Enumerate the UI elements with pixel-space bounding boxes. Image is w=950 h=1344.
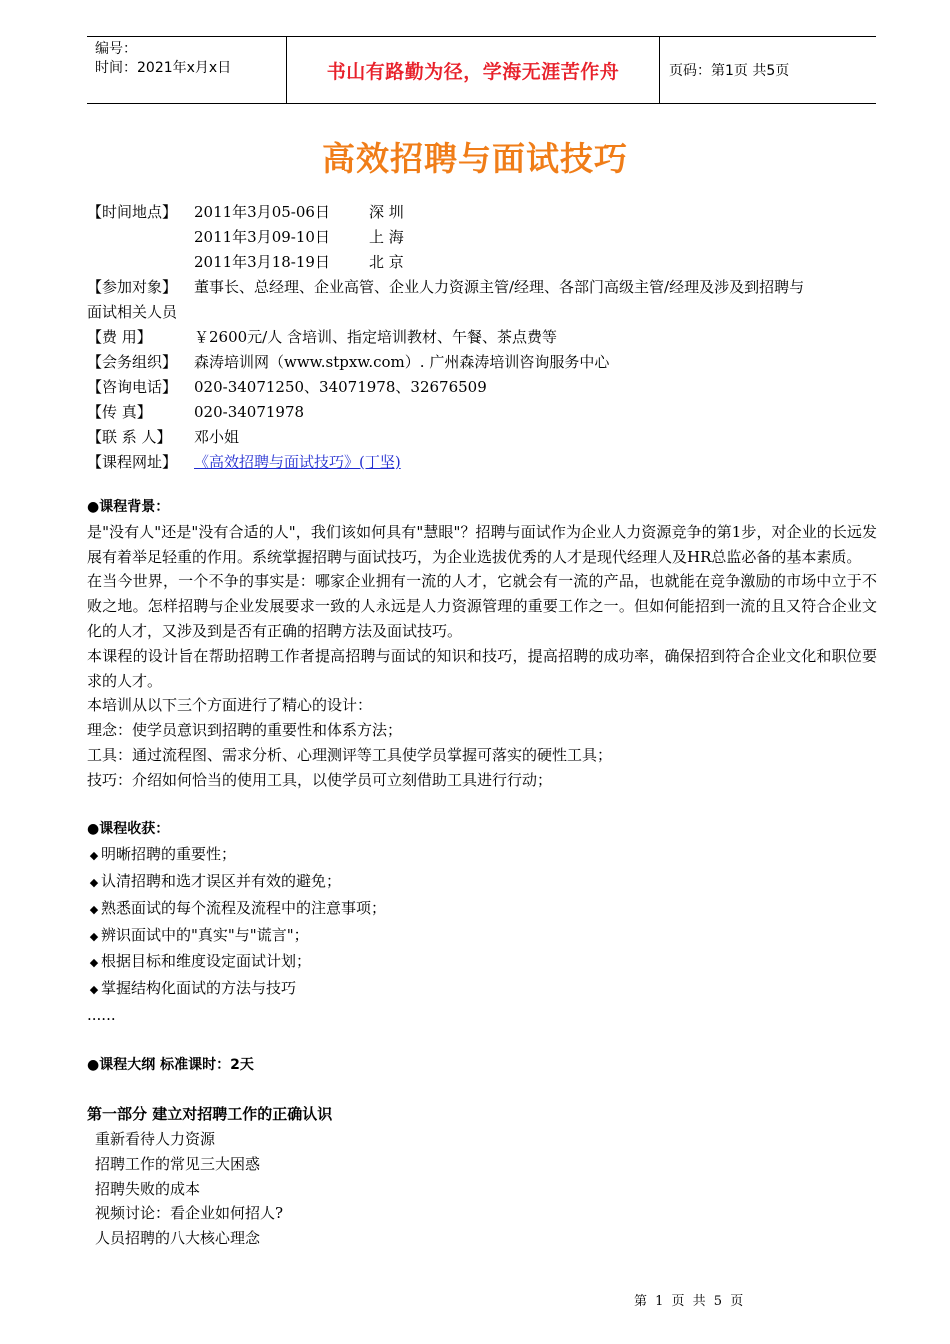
session-date: 2011年3月18-19日 [194,253,330,271]
list-item: ◆ 辨识面试中的"真实"与"谎言"； [87,923,877,950]
diamond-bullet-icon: ◆ [89,849,99,863]
header-motto: 书山有路勤为径，学海无涯苦作舟 [326,60,620,83]
gains-heading: ●课程收获： [87,821,170,838]
background-paragraph: 工具：通过流程图、需求分析、心理测评等工具使学员掌握可落实的硬性工具； [87,745,613,764]
document-body [87,200,877,1251]
course-link[interactable]: 《高效招聘与面试技巧》(丁坚) [194,453,401,471]
diamond-bullet-icon: ◆ [89,956,99,970]
header-motto-cell [287,37,660,103]
page-footer: 第 1 页 共 5 页 [634,1294,744,1309]
session-city: 深 圳 [369,203,404,221]
outline-item: 招聘失败的成本 [95,1179,201,1198]
info-session [87,225,877,250]
header-meta [87,37,287,103]
info-label: 【时间地点】 [87,203,178,221]
info-value: ￥2600元/人 含培训、指定培训教材、午餐、茶点费等 [194,328,557,346]
session-city: 北 京 [369,253,404,271]
info-organizer [87,350,877,375]
info-value: 森涛培训网（www.stpxw.com）. 广州森涛培训咨询服务中心 [194,353,610,371]
session-date: 2011年3月09-10日 [194,228,330,246]
background-paragraph: 技巧：介绍如何恰当的使用工具，以使学员可立刻借助工具进行行动； [87,770,553,789]
list-item: ◆ 根据目标和维度设定面试计划； [87,949,877,976]
outline-part-title: 第一部分 建立对招聘工作的正确认识 [87,1105,333,1124]
info-session [87,250,877,275]
header-page-info: 页码：第1页 共5页 [669,63,790,79]
outline-item: 重新看待人力资源 [95,1129,216,1148]
info-value: 邓小姐 [194,428,240,446]
info-course-url [87,450,877,475]
outline-item: 招聘工作的常见三大困惑 [95,1154,261,1173]
page-header [87,36,876,104]
list-item: ◆ 明晰招聘的重要性； [87,842,877,869]
list-item: ◆ 熟悉面试的每个流程及流程中的注意事项； [87,896,877,923]
info-value [194,200,877,225]
info-value: 董事长、总经理、企业高管、企业人力资源主管/经理、各部门高级主管/经理及涉及到招聘与 [194,278,805,296]
diamond-bullet-icon: ◆ [89,902,99,916]
info-audience-cont: 面试相关人员 [87,303,178,321]
info-label: 【传 真】 [87,403,152,421]
info-value: 020-34071978 [194,403,305,421]
session-date: 2011年3月05-06日 [194,203,330,221]
gains-ellipsis: ...... [87,1005,116,1024]
info-label: 【会务组织】 [87,353,178,371]
info-audience [87,275,877,300]
document-title: 高效招聘与面试技巧 [322,139,628,178]
list-item: ◆ 认清招聘和选才误区并有效的避免； [87,869,877,896]
info-contact [87,425,877,450]
info-time-place [87,200,877,225]
info-phone [87,375,877,400]
background-paragraph: 在当今世界，一个不争的事实是：哪家企业拥有一流的人才，它就会有一流的产品，也就能在竞争激励的市场中立于不败之地。怎样招聘与企业发展要求一致的人永远是人力资源管理的重要工作之一。但如何能招到一流的且又符合企业文化的人才，又涉及到是否有正确的招聘方法及面试技巧。 [87,572,877,640]
background-paragraph: 本培训从以下三个方面进行了精心的设计： [87,696,373,715]
info-label: 【联 系 人】 [87,428,172,446]
background-paragraph: 是"没有人"还是"没有合适的人"，我们该如何具有"慧眼"？招聘与面试作为企业人力资源竞争的第1步，对企业的长远发展有着举足轻重的作用。系统掌握招聘与面试技巧，为企业选拔优秀的人才是现代经理人及HR总监必备的基本素质。 [87,522,877,566]
outline-heading: ●课程大纲 标准课时：2天 [87,1056,254,1073]
info-label: 【费 用】 [87,328,152,346]
info-label: 【课程网址】 [87,453,178,471]
session-city: 上 海 [369,228,404,246]
background-heading: ●课程背景： [87,499,170,515]
serial-label: 编号： [95,41,137,57]
info-label: 【参加对象】 [87,278,178,296]
diamond-bullet-icon: ◆ [89,929,99,943]
diamond-bullet-icon: ◆ [89,983,99,997]
info-fax [87,400,877,425]
outline-item: 视频讨论：看企业如何招人? [95,1204,284,1223]
background-paragraph: 本课程的设计旨在帮助招聘工作者提高招聘与面试的知识和技巧，提高招聘的成功率，确保招到符合企业文化和职位要求的人才。 [87,646,877,690]
info-fee [87,325,877,350]
outline-item: 人员招聘的八大核心理念 [95,1229,261,1248]
info-label: 【咨询电话】 [87,378,178,396]
background-paragraph: 理念：使学员意识到招聘的重要性和体系方法； [87,721,403,740]
info-value: 020-34071250、34071978、32676509 [194,378,487,396]
diamond-bullet-icon: ◆ [89,875,99,889]
time-label: 时间：2021年x月x日 [95,60,232,76]
list-item: ◆ 掌握结构化面试的方法与技巧 [87,976,877,1003]
